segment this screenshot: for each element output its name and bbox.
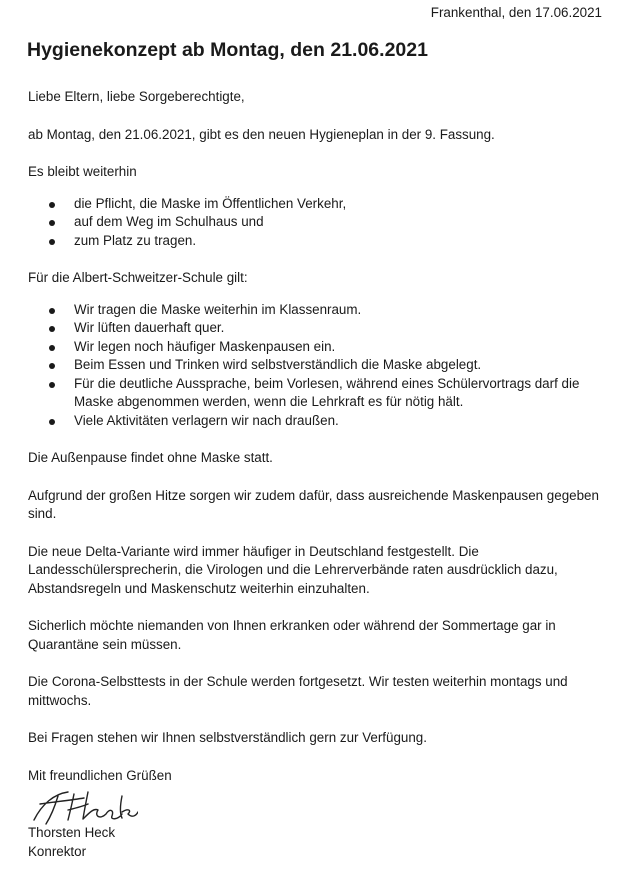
signature-block [28,824,115,861]
list-item: Viele Aktivitäten verlagern wir nach draußen. [28,412,608,431]
list-item: die Pflicht, die Maske im Öffentlichen Verkehr, [28,195,608,214]
paragraph-questions: Bei Fragen stehen wir Ihnen selbstverständlich gern zur Verfügung. [28,730,427,745]
remains-heading: Es bleibt weiterhin [28,164,137,179]
bullet-icon [49,202,55,208]
letter-body [28,88,608,785]
signer-role: Konrektor [28,843,87,859]
remains-list [28,195,608,251]
paragraph-heat: Aufgrund der großen Hitze sorgen wir zudem dafür, dass ausreichende Maskenpausen gegeben sind. [28,487,599,521]
date-line: Frankenthal, den 17.06.2021 [430,5,602,20]
paragraph-delta: Die neue Delta-Variante wird immer häufiger in Deutschland festgestellt. Die Landesschülersprecherin, die Virologen und die Lehrerverbände raten ausdrücklich dazu, Abstandsregeln und Maskenschutz weiterhin einzuhalten. [28,543,558,596]
paragraph-quarantine: Sicherlich möchte niemanden von Ihnen erkranken oder während der Sommertage gar in Quarantäne sein müssen. [28,618,556,652]
school-heading: Für die Albert-Schweitzer-Schule gilt: [28,270,248,285]
signature-image [28,782,138,830]
list-item: Für die deutliche Aussprache, beim Vorlesen, während eines Schülervortrags darf die Maske abgenommen werden, wenn die Lehrkraft es für nötig hält. [28,375,608,412]
list-item: Wir lüften dauerhaft quer. [28,319,608,338]
list-item: Wir tragen die Maske weiterhin im Klassenraum. [28,301,608,320]
intro-paragraph: ab Montag, den 21.06.2021, gibt es den neuen Hygieneplan in der 9. Fassung. [28,126,495,142]
list-item: zum Platz zu tragen. [28,232,608,251]
list-item: Wir legen noch häufiger Maskenpausen ein. [28,338,608,357]
list-item: Beim Essen und Trinken wird selbstverständlich die Maske abgelegt. [28,356,608,375]
list-item: auf dem Weg im Schulhaus und [28,213,608,232]
paragraph-tests: Die Corona-Selbsttests in der Schule werden fortgesetzt. Wir testen weiterhin montags und mittwochs. [28,674,568,708]
paragraph-outdoor-break: Die Außenpause findet ohne Maske statt. [28,450,273,465]
bullet-icon [49,220,55,226]
signer-name: Thorsten Heck [28,825,116,840]
page-title: Hygienekonzept ab Montag, den 21.06.2021 [27,39,428,61]
bullet-icon [49,363,55,369]
bullet-icon [49,382,55,388]
bullet-icon [49,239,55,245]
closing: Mit freundlichen Grüßen [28,767,172,783]
bullet-icon [49,308,55,314]
bullet-icon [49,326,55,332]
bullet-icon [49,419,55,425]
bullet-icon [49,345,55,351]
school-rules-list [28,301,608,431]
salutation: Liebe Eltern, liebe Sorgeberechtigte, [28,89,245,104]
